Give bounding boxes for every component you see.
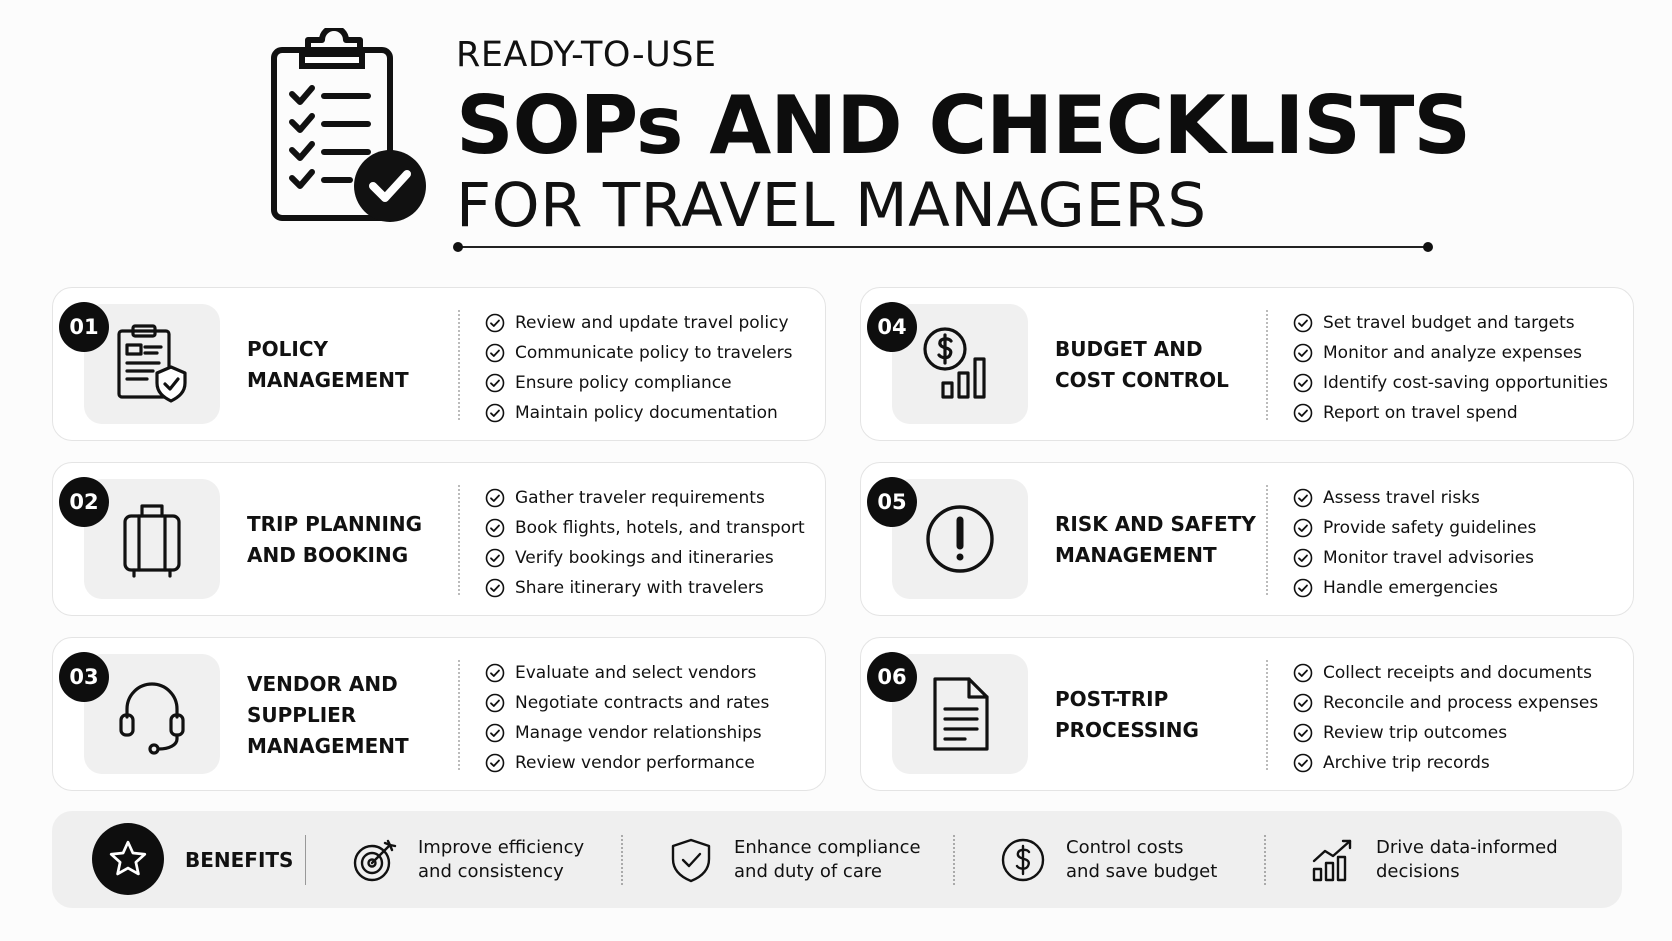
checklist-item: Negotiate contracts and rates	[485, 688, 769, 718]
checklist-item: Report on travel spend	[1293, 398, 1608, 428]
title-divider	[458, 246, 1428, 248]
card-title: VENDOR AND SUPPLIER MANAGEMENT	[247, 671, 409, 758]
checklist-item: Provide safety guidelines	[1293, 513, 1536, 543]
checklist-item: Verify bookings and itineraries	[485, 543, 805, 573]
benefits-bar	[52, 811, 1622, 908]
checklist-item: Book flights, hotels, and transport	[485, 513, 805, 543]
check-circle-icon	[485, 723, 505, 743]
sop-card-policy-management	[52, 287, 826, 441]
card-number-badge: 03	[59, 652, 109, 702]
check-circle-icon	[1293, 693, 1313, 713]
sop-card-post-trip	[860, 637, 1634, 791]
card-number-badge: 02	[59, 477, 109, 527]
check-circle-icon	[485, 373, 505, 393]
benefits-label: BENEFITS	[185, 847, 294, 872]
card-title: POST-TRIP PROCESSING	[1055, 687, 1199, 742]
benefit-item	[1000, 811, 1217, 908]
check-circle-icon	[1293, 343, 1313, 363]
checklist	[485, 308, 793, 428]
checklist-item: Ensure policy compliance	[485, 368, 793, 398]
check-circle-icon	[485, 753, 505, 773]
checklist-item: Share itinerary with travelers	[485, 573, 805, 603]
checklist	[485, 658, 769, 778]
check-circle-icon	[1293, 403, 1313, 423]
check-circle-icon	[1293, 373, 1313, 393]
clipboard-checklist-icon	[268, 28, 428, 228]
card-title: RISK AND SAFETY MANAGEMENT	[1055, 512, 1256, 567]
check-circle-icon	[1293, 488, 1313, 508]
checklist	[485, 483, 805, 603]
card-title: BUDGET AND COST CONTROL	[1055, 337, 1229, 392]
check-circle-icon	[1293, 548, 1313, 568]
sop-card-trip-planning	[52, 462, 826, 616]
check-circle-icon	[485, 693, 505, 713]
card-number-badge: 06	[867, 652, 917, 702]
card-title: TRIP PLANNING AND BOOKING	[247, 512, 423, 567]
checklist-item: Assess travel risks	[1293, 483, 1536, 513]
check-circle-icon	[485, 343, 505, 363]
sop-card-budget-cost-control	[860, 287, 1634, 441]
benefit-text: Drive data-informed decisions	[1376, 836, 1558, 882]
checklist-item: Evaluate and select vendors	[485, 658, 769, 688]
benefit-text: Enhance compliance and duty of care	[734, 836, 921, 882]
card-title: POLICY MANAGEMENT	[247, 337, 409, 392]
check-circle-icon	[485, 488, 505, 508]
checklist-item: Monitor travel advisories	[1293, 543, 1536, 573]
check-circle-icon	[485, 403, 505, 423]
checklist-item: Maintain policy documentation	[485, 398, 793, 428]
checklist-item: Communicate policy to travelers	[485, 338, 793, 368]
check-circle-icon	[485, 663, 505, 683]
eyebrow-title: READY-TO-USE	[456, 35, 717, 75]
benefit-item	[1310, 811, 1558, 908]
benefit-text: Improve efficiency and consistency	[418, 836, 585, 882]
card-number-badge: 01	[59, 302, 109, 352]
check-circle-icon	[485, 548, 505, 568]
shield-check-icon	[668, 837, 714, 883]
checklist-item: Review vendor performance	[485, 748, 769, 778]
check-circle-icon	[485, 578, 505, 598]
check-circle-icon	[1293, 723, 1313, 743]
check-circle-icon	[1293, 753, 1313, 773]
growth-chart-icon	[1310, 837, 1356, 883]
checklist-item: Review and update travel policy	[485, 308, 793, 338]
benefit-text: Control costs and save budget	[1066, 836, 1218, 882]
check-circle-icon	[485, 518, 505, 538]
dollar-coin-icon	[1000, 837, 1046, 883]
checklist-item: Gather traveler requirements	[485, 483, 805, 513]
check-circle-icon	[1293, 313, 1313, 333]
card-number-badge: 04	[867, 302, 917, 352]
check-circle-icon	[485, 313, 505, 333]
check-circle-icon	[1293, 518, 1313, 538]
checklist-item: Handle emergencies	[1293, 573, 1536, 603]
benefit-item	[668, 811, 921, 908]
sop-card-vendor-management	[52, 637, 826, 791]
page-title: SOPs AND CHECKLISTS	[456, 79, 1471, 172]
checklist-item: Set travel budget and targets	[1293, 308, 1608, 338]
checklist-item: Collect receipts and documents	[1293, 658, 1598, 688]
checklist-item: Identify cost-saving opportunities	[1293, 368, 1608, 398]
checklist	[1293, 308, 1608, 428]
checklist-item: Manage vendor relationships	[485, 718, 769, 748]
star-icon	[92, 823, 164, 895]
title-block	[456, 30, 1470, 242]
checklist	[1293, 483, 1536, 603]
checklist-item: Monitor and analyze expenses	[1293, 338, 1608, 368]
page-subtitle: FOR TRAVEL MANAGERS	[456, 170, 1207, 241]
sop-card-risk-safety	[860, 462, 1634, 616]
checklist	[1293, 658, 1598, 778]
checklist-item: Reconcile and process expenses	[1293, 688, 1598, 718]
check-circle-icon	[1293, 663, 1313, 683]
target-icon	[352, 837, 398, 883]
benefit-item	[352, 811, 584, 908]
checklist-item: Archive trip records	[1293, 748, 1598, 778]
card-number-badge: 05	[867, 477, 917, 527]
checklist-item: Review trip outcomes	[1293, 718, 1598, 748]
check-circle-icon	[1293, 578, 1313, 598]
